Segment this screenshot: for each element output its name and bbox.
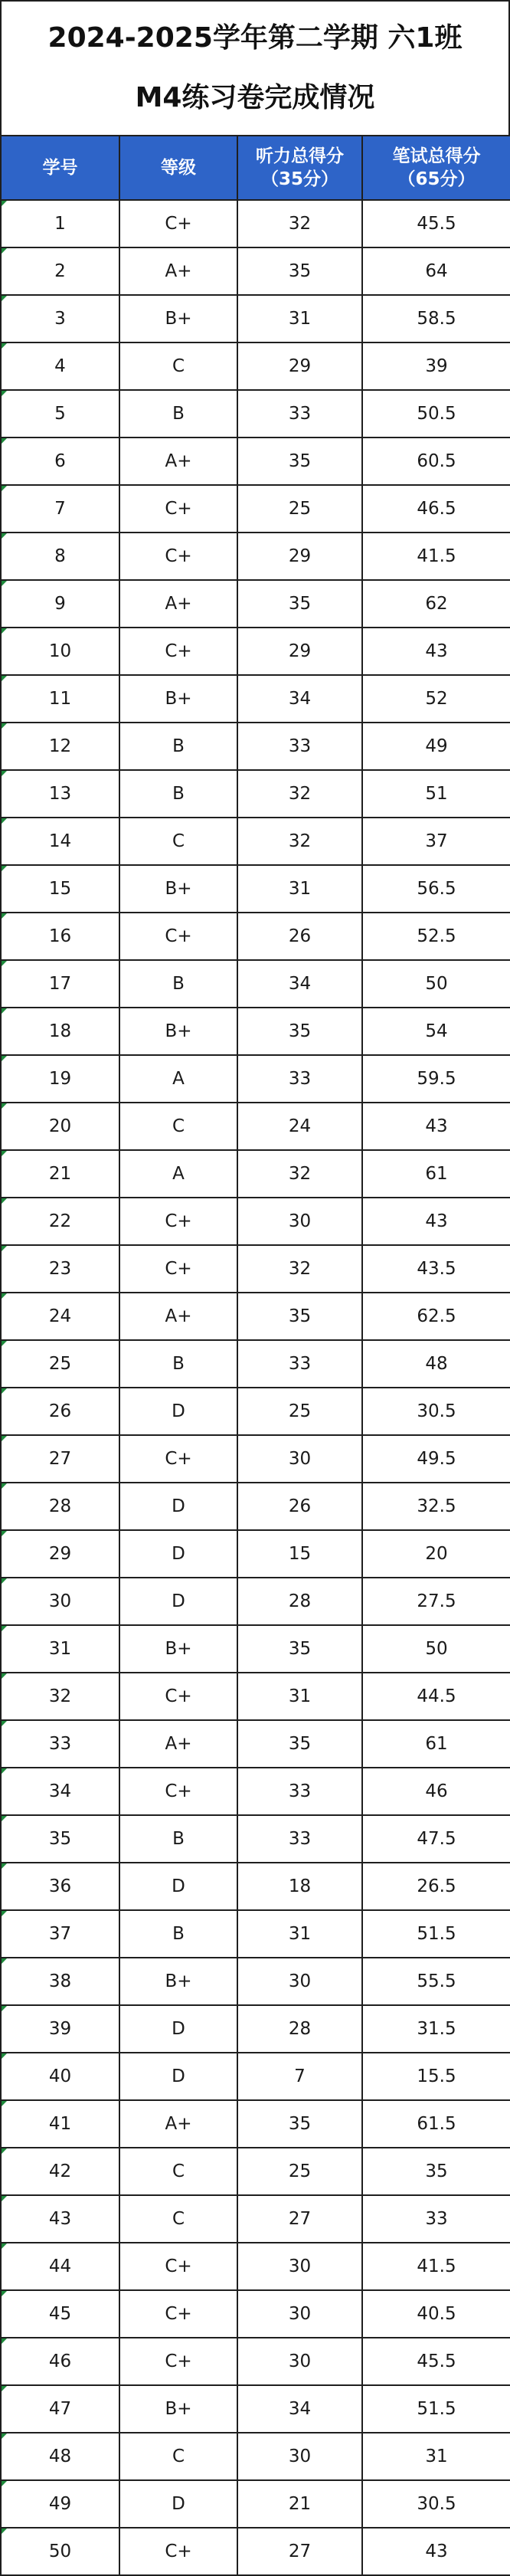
cell-written-score: 61 <box>362 1720 510 1768</box>
header-written-total <box>362 136 510 200</box>
cell-grade: B <box>119 1815 237 1863</box>
cell-grade: A+ <box>119 247 237 295</box>
header-label: 听力总得分 （35分） <box>256 146 344 189</box>
cell-written-score: 52 <box>362 675 510 723</box>
cell-listening-score: 29 <box>237 533 362 580</box>
cell-listening-score: 30 <box>237 1958 362 2005</box>
cell-grade: C <box>119 2195 237 2243</box>
table-row <box>1 1910 510 1958</box>
cell-grade: C <box>119 342 237 390</box>
cell-listening-score: 35 <box>237 2100 362 2148</box>
header-label: 学号 <box>42 158 78 178</box>
table-row <box>1 1150 510 1198</box>
table-row <box>1 2528 510 2575</box>
cell-written-score: 62 <box>362 580 510 628</box>
cell-grade: C+ <box>119 533 237 580</box>
cell-student-number: 9 <box>1 580 119 628</box>
cell-written-score: 37 <box>362 818 510 865</box>
cell-written-score: 51.5 <box>362 2385 510 2433</box>
table-row <box>1 390 510 438</box>
cell-written-score: 40.5 <box>362 2290 510 2338</box>
cell-listening-score: 30 <box>237 1435 362 1483</box>
cell-written-score: 33 <box>362 2195 510 2243</box>
table-row <box>1 1768 510 1815</box>
table-row <box>1 723 510 770</box>
cell-student-number: 30 <box>1 1578 119 1625</box>
cell-student-number: 26 <box>1 1388 119 1435</box>
cell-grade: D <box>119 1483 237 1530</box>
cell-listening-score: 33 <box>237 1055 362 1103</box>
cell-grade: C+ <box>119 1245 237 1293</box>
header-label: 笔试总得分 （65分） <box>392 146 481 189</box>
table-row <box>1 2480 510 2528</box>
table-row <box>1 1530 510 1578</box>
cell-written-score: 45.5 <box>362 200 510 247</box>
cell-listening-score: 30 <box>237 2243 362 2290</box>
cell-student-number: 50 <box>1 2528 119 2575</box>
table-row <box>1 1245 510 1293</box>
table-row <box>1 1578 510 1625</box>
cell-grade: B+ <box>119 295 237 342</box>
cell-student-number: 39 <box>1 2005 119 2053</box>
cell-grade: B <box>119 723 237 770</box>
cell-grade: C+ <box>119 1198 237 1245</box>
table-row <box>1 865 510 913</box>
cell-grade: C <box>119 2433 237 2480</box>
cell-written-score: 45.5 <box>362 2338 510 2385</box>
cell-written-score: 49.5 <box>362 1435 510 1483</box>
cell-student-number: 20 <box>1 1103 119 1150</box>
cell-grade: A+ <box>119 438 237 485</box>
cell-student-number: 48 <box>1 2433 119 2480</box>
cell-grade: A+ <box>119 2100 237 2148</box>
cell-written-score: 30.5 <box>362 2480 510 2528</box>
table-row <box>1 1625 510 1673</box>
cell-listening-score: 35 <box>237 1625 362 1673</box>
cell-written-score: 64 <box>362 247 510 295</box>
cell-student-number: 7 <box>1 485 119 533</box>
cell-written-score: 15.5 <box>362 2053 510 2100</box>
cell-listening-score: 35 <box>237 1008 362 1055</box>
cell-written-score: 61.5 <box>362 2100 510 2148</box>
cell-grade: A <box>119 1055 237 1103</box>
cell-listening-score: 32 <box>237 1150 362 1198</box>
cell-grade: C+ <box>119 200 237 247</box>
cell-student-number: 40 <box>1 2053 119 2100</box>
cell-student-number: 35 <box>1 1815 119 1863</box>
cell-listening-score: 31 <box>237 295 362 342</box>
cell-student-number: 13 <box>1 770 119 818</box>
table-row <box>1 2290 510 2338</box>
cell-listening-score: 26 <box>237 913 362 960</box>
cell-grade: B+ <box>119 865 237 913</box>
cell-written-score: 51.5 <box>362 1910 510 1958</box>
cell-listening-score: 33 <box>237 390 362 438</box>
cell-listening-score: 33 <box>237 723 362 770</box>
cell-written-score: 41.5 <box>362 533 510 580</box>
cell-student-number: 24 <box>1 1293 119 1340</box>
cell-student-number: 36 <box>1 1863 119 1910</box>
table-row <box>1 1340 510 1388</box>
table-row <box>1 247 510 295</box>
title-block <box>0 0 510 135</box>
cell-written-score: 55.5 <box>362 1958 510 2005</box>
header-row <box>1 136 510 200</box>
cell-listening-score: 25 <box>237 1388 362 1435</box>
table-row <box>1 1958 510 2005</box>
cell-listening-score: 28 <box>237 1578 362 1625</box>
cell-grade: D <box>119 2053 237 2100</box>
cell-student-number: 41 <box>1 2100 119 2148</box>
cell-listening-score: 15 <box>237 1530 362 1578</box>
cell-student-number: 49 <box>1 2480 119 2528</box>
table-row <box>1 1673 510 1720</box>
cell-listening-score: 35 <box>237 438 362 485</box>
table-row <box>1 580 510 628</box>
cell-listening-score: 27 <box>237 2195 362 2243</box>
cell-listening-score: 31 <box>237 1910 362 1958</box>
cell-student-number: 14 <box>1 818 119 865</box>
cell-written-score: 44.5 <box>362 1673 510 1720</box>
cell-student-number: 18 <box>1 1008 119 1055</box>
cell-student-number: 6 <box>1 438 119 485</box>
cell-student-number: 42 <box>1 2148 119 2195</box>
cell-student-number: 15 <box>1 865 119 913</box>
header-listening-total <box>237 136 362 200</box>
cell-student-number: 4 <box>1 342 119 390</box>
cell-written-score: 43 <box>362 1198 510 1245</box>
cell-student-number: 27 <box>1 1435 119 1483</box>
results-table <box>0 135 510 2576</box>
cell-listening-score: 33 <box>237 1815 362 1863</box>
table-row <box>1 2243 510 2290</box>
table-row <box>1 913 510 960</box>
cell-written-score: 61 <box>362 1150 510 1198</box>
cell-grade: C+ <box>119 1673 237 1720</box>
cell-student-number: 25 <box>1 1340 119 1388</box>
cell-student-number: 45 <box>1 2290 119 2338</box>
cell-written-score: 30.5 <box>362 1388 510 1435</box>
cell-written-score: 43 <box>362 628 510 675</box>
cell-listening-score: 32 <box>237 770 362 818</box>
cell-written-score: 54 <box>362 1008 510 1055</box>
cell-listening-score: 21 <box>237 2480 362 2528</box>
cell-grade: C+ <box>119 2290 237 2338</box>
table-row <box>1 960 510 1008</box>
cell-listening-score: 31 <box>237 1673 362 1720</box>
cell-written-score: 47.5 <box>362 1815 510 1863</box>
cell-listening-score: 29 <box>237 342 362 390</box>
cell-listening-score: 25 <box>237 2148 362 2195</box>
cell-grade: B <box>119 1910 237 1958</box>
cell-student-number: 28 <box>1 1483 119 1530</box>
cell-grade: D <box>119 1863 237 1910</box>
cell-student-number: 17 <box>1 960 119 1008</box>
cell-grade: C <box>119 2148 237 2195</box>
cell-grade: B+ <box>119 2385 237 2433</box>
cell-grade: A+ <box>119 1720 237 1768</box>
cell-written-score: 43 <box>362 1103 510 1150</box>
table-row <box>1 2195 510 2243</box>
cell-written-score: 50 <box>362 1625 510 1673</box>
cell-written-score: 43.5 <box>362 1245 510 1293</box>
table-row <box>1 2053 510 2100</box>
cell-student-number: 5 <box>1 390 119 438</box>
cell-student-number: 1 <box>1 200 119 247</box>
table-row <box>1 1863 510 1910</box>
cell-listening-score: 30 <box>237 2433 362 2480</box>
cell-student-number: 21 <box>1 1150 119 1198</box>
table-row <box>1 1103 510 1150</box>
cell-grade: C+ <box>119 628 237 675</box>
header-label: 等级 <box>161 158 196 178</box>
cell-written-score: 20 <box>362 1530 510 1578</box>
cell-listening-score: 34 <box>237 675 362 723</box>
cell-grade: D <box>119 1530 237 1578</box>
cell-written-score: 50.5 <box>362 390 510 438</box>
cell-grade: B+ <box>119 1625 237 1673</box>
cell-grade: D <box>119 2480 237 2528</box>
table-row <box>1 770 510 818</box>
cell-written-score: 27.5 <box>362 1578 510 1625</box>
cell-listening-score: 28 <box>237 2005 362 2053</box>
cell-written-score: 31.5 <box>362 2005 510 2053</box>
cell-student-number: 33 <box>1 1720 119 1768</box>
cell-student-number: 22 <box>1 1198 119 1245</box>
page-title: 2024-2025学年第二学期 六1班 <box>47 22 463 54</box>
table-row <box>1 1198 510 1245</box>
cell-written-score: 31 <box>362 2433 510 2480</box>
cell-listening-score: 31 <box>237 865 362 913</box>
cell-grade: C+ <box>119 485 237 533</box>
cell-student-number: 8 <box>1 533 119 580</box>
cell-grade: D <box>119 2005 237 2053</box>
cell-written-score: 32.5 <box>362 1483 510 1530</box>
table-row <box>1 1055 510 1103</box>
table-row <box>1 1815 510 1863</box>
table-row <box>1 818 510 865</box>
cell-listening-score: 34 <box>237 2385 362 2433</box>
cell-grade: B <box>119 1340 237 1388</box>
cell-student-number: 34 <box>1 1768 119 1815</box>
cell-grade: C+ <box>119 1435 237 1483</box>
cell-written-score: 35 <box>362 2148 510 2195</box>
cell-student-number: 29 <box>1 1530 119 1578</box>
cell-listening-score: 24 <box>237 1103 362 1150</box>
cell-student-number: 46 <box>1 2338 119 2385</box>
cell-listening-score: 30 <box>237 2338 362 2385</box>
cell-listening-score: 35 <box>237 580 362 628</box>
cell-student-number: 47 <box>1 2385 119 2433</box>
header-student-number <box>1 136 119 200</box>
table-row <box>1 1483 510 1530</box>
table-row <box>1 1435 510 1483</box>
cell-grade: C <box>119 818 237 865</box>
cell-student-number: 11 <box>1 675 119 723</box>
cell-written-score: 46 <box>362 1768 510 1815</box>
cell-written-score: 43 <box>362 2528 510 2575</box>
cell-grade: A <box>119 1150 237 1198</box>
cell-written-score: 48 <box>362 1340 510 1388</box>
cell-grade: C+ <box>119 1768 237 1815</box>
table-row <box>1 1293 510 1340</box>
table-row <box>1 438 510 485</box>
table-row <box>1 485 510 533</box>
table-row <box>1 2385 510 2433</box>
table-row <box>1 342 510 390</box>
cell-written-score: 50 <box>362 960 510 1008</box>
cell-student-number: 38 <box>1 1958 119 2005</box>
cell-listening-score: 35 <box>237 1720 362 1768</box>
table-row <box>1 2148 510 2195</box>
header-grade <box>119 136 237 200</box>
cell-listening-score: 32 <box>237 200 362 247</box>
cell-grade: C+ <box>119 2338 237 2385</box>
table-row <box>1 2100 510 2148</box>
table-row <box>1 2005 510 2053</box>
cell-written-score: 59.5 <box>362 1055 510 1103</box>
cell-student-number: 12 <box>1 723 119 770</box>
cell-student-number: 32 <box>1 1673 119 1720</box>
cell-student-number: 31 <box>1 1625 119 1673</box>
table-row <box>1 533 510 580</box>
cell-grade: B+ <box>119 1008 237 1055</box>
cell-grade: D <box>119 1388 237 1435</box>
cell-student-number: 19 <box>1 1055 119 1103</box>
cell-listening-score: 27 <box>237 2528 362 2575</box>
cell-listening-score: 7 <box>237 2053 362 2100</box>
table-row <box>1 1008 510 1055</box>
cell-written-score: 62.5 <box>362 1293 510 1340</box>
cell-student-number: 2 <box>1 247 119 295</box>
cell-listening-score: 35 <box>237 1293 362 1340</box>
cell-grade: B <box>119 960 237 1008</box>
cell-listening-score: 33 <box>237 1340 362 1388</box>
cell-written-score: 58.5 <box>362 295 510 342</box>
cell-written-score: 51 <box>362 770 510 818</box>
cell-student-number: 37 <box>1 1910 119 1958</box>
cell-student-number: 16 <box>1 913 119 960</box>
table-body <box>1 200 510 2575</box>
cell-grade: C+ <box>119 2528 237 2575</box>
cell-student-number: 43 <box>1 2195 119 2243</box>
cell-written-score: 39 <box>362 342 510 390</box>
cell-student-number: 44 <box>1 2243 119 2290</box>
table-row <box>1 200 510 247</box>
cell-grade: D <box>119 1578 237 1625</box>
cell-written-score: 49 <box>362 723 510 770</box>
cell-listening-score: 25 <box>237 485 362 533</box>
page-subtitle: M4练习卷完成情况 <box>135 82 375 113</box>
cell-listening-score: 18 <box>237 1863 362 1910</box>
cell-student-number: 10 <box>1 628 119 675</box>
table-row <box>1 2433 510 2480</box>
cell-student-number: 23 <box>1 1245 119 1293</box>
table-row <box>1 628 510 675</box>
cell-grade: C+ <box>119 2243 237 2290</box>
cell-grade: A+ <box>119 1293 237 1340</box>
cell-grade: C <box>119 1103 237 1150</box>
cell-listening-score: 32 <box>237 818 362 865</box>
table-row <box>1 1720 510 1768</box>
cell-listening-score: 30 <box>237 1198 362 1245</box>
cell-written-score: 41.5 <box>362 2243 510 2290</box>
table-row <box>1 675 510 723</box>
cell-listening-score: 30 <box>237 2290 362 2338</box>
cell-written-score: 60.5 <box>362 438 510 485</box>
table-row <box>1 1388 510 1435</box>
table-row <box>1 295 510 342</box>
cell-grade: B <box>119 390 237 438</box>
cell-listening-score: 34 <box>237 960 362 1008</box>
cell-written-score: 56.5 <box>362 865 510 913</box>
cell-listening-score: 35 <box>237 247 362 295</box>
cell-grade: B+ <box>119 1958 237 2005</box>
cell-student-number: 3 <box>1 295 119 342</box>
cell-grade: B <box>119 770 237 818</box>
cell-listening-score: 32 <box>237 1245 362 1293</box>
cell-written-score: 52.5 <box>362 913 510 960</box>
cell-listening-score: 33 <box>237 1768 362 1815</box>
cell-grade: B+ <box>119 675 237 723</box>
cell-grade: C+ <box>119 913 237 960</box>
cell-written-score: 26.5 <box>362 1863 510 1910</box>
cell-listening-score: 29 <box>237 628 362 675</box>
cell-written-score: 46.5 <box>362 485 510 533</box>
cell-listening-score: 26 <box>237 1483 362 1530</box>
table-row <box>1 2338 510 2385</box>
cell-grade: A+ <box>119 580 237 628</box>
